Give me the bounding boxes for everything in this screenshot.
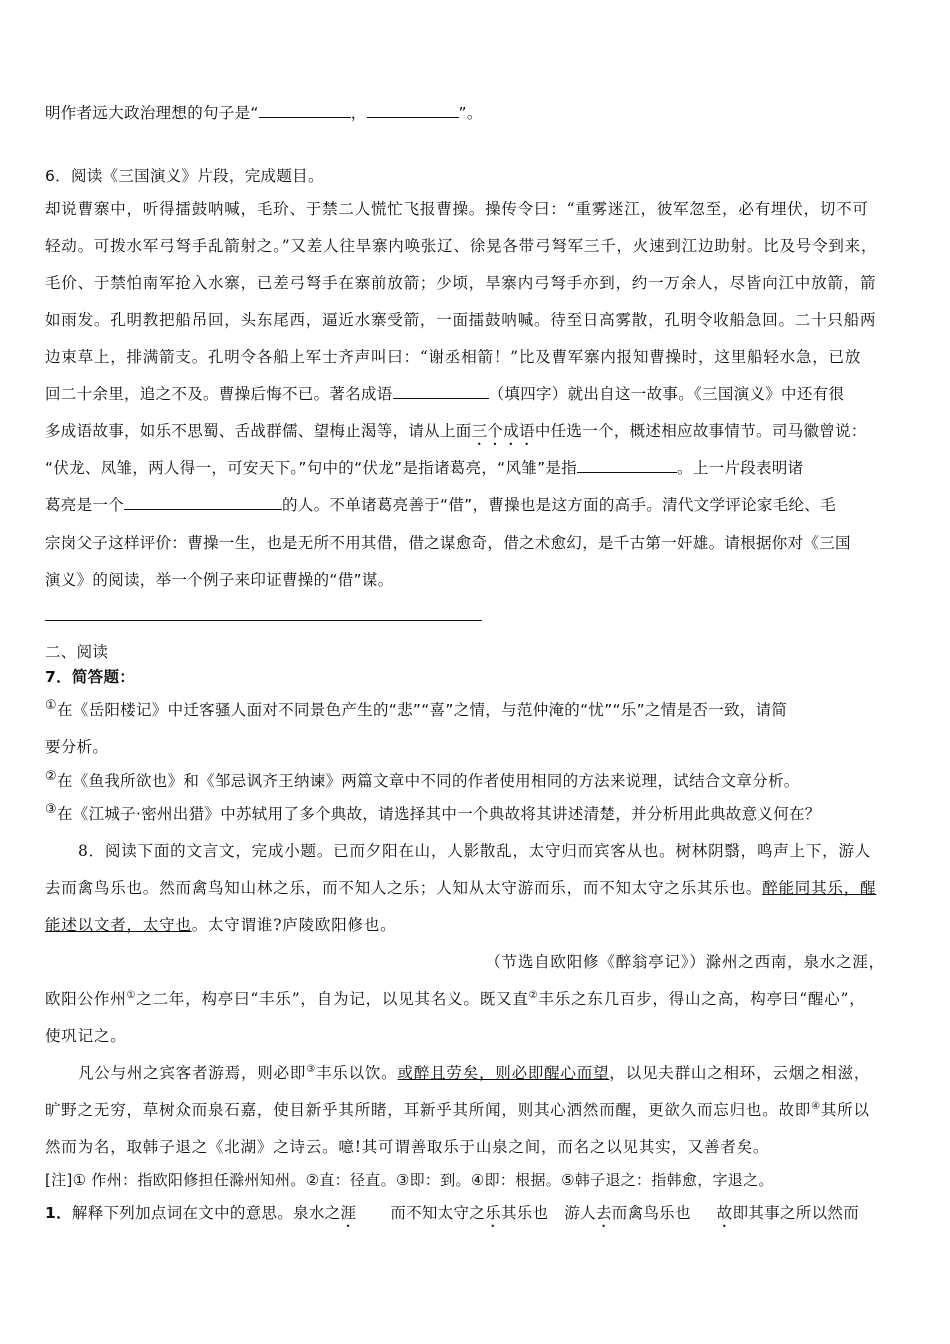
footnote-marker: ①	[126, 989, 137, 1001]
passage-line	[45, 421, 905, 449]
passage-line: 却说曹寨中，听得擂鼓呐喊，毛玠、于禁二人慌忙飞报曹操。操传令曰：“重雾迷江，彼军忽至，必有埋伏，切不可	[45, 200, 869, 218]
classical-line: 然而为名，取韩子退之《北湖》之诗云。噫!其可谓善取乐于山泉之间，而名之以见其实，又善者矣。	[45, 1138, 770, 1156]
classical-text: 旷野之无穷，草树众而泉石嘉，使目新乎其所睹，耳新乎其所闻，则其心洒然而醒，更欲久而忘归也。故即	[45, 1101, 812, 1119]
footnote-marker: ②	[528, 989, 539, 1001]
underlined-sentence: 能述以文者，太守也	[45, 916, 192, 934]
comma: ，	[350, 104, 367, 122]
classical-text: 之二年，构亭曰“丰乐”，自为记，以见其名义。既又直	[136, 990, 529, 1008]
passage-line: 边束草上，排满箭支。孔明令各船上军士齐声叫曰：“谢丞相箭！”比及曹军寨内报知曹操时，这里船轻水急，已放	[45, 348, 862, 366]
word-context: 游人	[564, 1204, 596, 1222]
underlined-sentence: 或醉且劳矣，则必即醒心而望	[397, 1064, 610, 1082]
word-context: 即其事之所以然而	[732, 1204, 859, 1222]
classical-line	[45, 878, 905, 898]
subquestion-text: 解释下列加点词在文中的意思。	[71, 1204, 294, 1222]
q7-item-3	[45, 801, 905, 824]
q7-item-2	[45, 768, 905, 791]
q7-heading: 7．简答题：	[45, 668, 136, 686]
q7-text: 在《鱼我所欲也》和《邹忌讽齐王纳谏》两篇文章中不同的作者使用相同的方法来说理，试结合文章分析。	[56, 772, 800, 790]
classical-text: 欧阳公作州	[45, 990, 127, 1008]
classical-text: ，以见夫群山之相环，云烟之相滋，	[609, 1064, 871, 1082]
classical-line	[78, 1063, 903, 1083]
classical-line: 使巩记之。	[45, 1027, 127, 1045]
q8-heading: 8．阅读下面的文言文，完成小题。已而夕阳在山，人影散乱，太守归而宾客从也。树林阴翳，鸣声上下，游人	[78, 842, 872, 860]
dotted-word: 涯	[340, 1204, 357, 1222]
zhuge-blank[interactable]	[124, 495, 282, 510]
classical-text: 其所以	[820, 1101, 870, 1119]
dotted-word: 故	[716, 1204, 733, 1222]
intro-text: 明作者远大政治理想的句子是“	[45, 104, 259, 122]
passage-text: 葛亮是一个	[45, 496, 125, 514]
dotted-word: 乐	[485, 1204, 501, 1222]
passage-text: 回二十余里，追之不及。曹操后悔不已。著名成语	[45, 385, 393, 403]
intro-line	[45, 103, 905, 123]
classical-text: 。太守谓谁?庐陵欧阳修也。	[191, 916, 397, 934]
circle-two-icon: ②	[45, 768, 57, 784]
passage-text: “伏龙、凤雏，两人得一，可安天下。”句中的“伏龙”是指诸葛亮，“风雏”是指	[45, 459, 578, 477]
q7-text: 在《岳阳楼记》中迁客骚人面对不同景色产生的“悲”“喜”之情，与范仲淹的“忧”“乐”之情是否一致，请简	[56, 701, 788, 719]
classical-text: 凡公与州之宾客者游焉，则必即	[78, 1064, 307, 1082]
intro-suffix: ”。	[458, 104, 483, 122]
passage-line: 毛价、于禁怕南军抢入水寨，已差弓弩手在寨前放箭；少顷，旱寨内弓弩手亦到，约一万余人，尽皆向江中放箭，箭	[45, 274, 877, 292]
passage-line	[45, 384, 905, 404]
word-context: 泉水之	[293, 1204, 341, 1222]
passage-line	[45, 458, 905, 478]
underlined-sentence: 醉能同其乐，醒	[762, 879, 877, 897]
footnote-line: [注]① 作州：指欧阳修担任滁州知州。②直：径直。③即：到。④即：根据。⑤韩子退之：指韩愈，字退之。	[45, 1171, 774, 1189]
classical-text: 去而禽鸟乐也。然而禽鸟知山林之乐，而不知人之乐；人知从太守游而乐，而不知太守之乐其乐也。	[45, 879, 763, 897]
passage-text: （填四字）就出自这一故事。《三国演义》中还有很	[488, 385, 845, 403]
section-heading: 二、阅读	[45, 643, 109, 661]
q6-heading: 6．阅读《三国演义》片段，完成题目。	[45, 167, 324, 185]
classical-text: 丰乐以饮。	[315, 1064, 398, 1082]
source-line: （节选自欧阳修《醉翁亭记》）滁州之西南，泉水之涯，	[485, 953, 885, 971]
passage-line: 宗岗父子这样评价：曹操一生，也是无所不用其借，借之谋愈奇，借之术愈幻，是千古第一奸雄。请根据你对《三国	[45, 534, 851, 552]
word-context: 而禽鸟乐也	[611, 1204, 691, 1222]
dotted-word: 去	[595, 1204, 612, 1222]
classical-line	[45, 989, 905, 1009]
fengchu-blank[interactable]	[577, 458, 677, 473]
footnote-marker: ③	[306, 1063, 316, 1075]
subquestion-1	[45, 1203, 905, 1231]
answer-blank[interactable]	[259, 103, 351, 118]
answer-line[interactable]	[45, 620, 482, 621]
circle-three-icon: ③	[45, 801, 57, 817]
classical-line	[45, 1100, 905, 1120]
passage-text: 的人。不单诸葛亮善于“借”，曹操也是这方面的高手。清代文学评论家毛纶、毛	[282, 496, 836, 514]
passage-line	[45, 495, 905, 515]
passage-text: 多成语故事，如乐不思蜀、舌战群儒、望梅止渴等，请从上面	[45, 422, 472, 440]
classical-text: 丰乐之东几百步，得山之高，构亭曰“醒心”，	[538, 990, 866, 1008]
passage-text: 中任选一个，概述相应故事情节。司马徽曾说：	[534, 422, 867, 440]
answer-blank[interactable]	[367, 103, 459, 118]
passage-line: 轻动。可拨水军弓弩手乱箭射之。”又差人往旱寨内唤张辽、徐晃各带弓弩军三千，火速到江边助射。比及号令到来，	[45, 237, 878, 255]
subquestion-number: 1．	[45, 1204, 72, 1222]
q7-item-1-cont: 要分析。	[45, 738, 109, 756]
passage-line: 如雨发。孔明教把船吊回，头东尾西，逼近水寨受箭，一面擂鼓呐喊。待至日高雾散，孔明令收船急回。二十只船两	[45, 311, 877, 329]
word-context: 其乐也	[500, 1204, 549, 1222]
emphasized-text: 三个成语	[471, 422, 535, 440]
passage-text: 。上一片段表明诸	[677, 459, 804, 477]
idiom-blank[interactable]	[393, 384, 489, 399]
footnote-marker: ④	[811, 1100, 821, 1112]
passage-line: 演义》的阅读，举一个例子来印证曹操的“借”谋。	[45, 571, 394, 589]
word-context: 而不知太守之	[390, 1204, 486, 1222]
classical-line	[45, 915, 905, 935]
q7-item-1	[45, 697, 905, 720]
q7-text: 在《江城子·密州出猎》中苏轼用了多个典故，请选择其中一个典故将其讲述清楚，并分析用此典故意义何在？	[56, 805, 821, 823]
circle-one-icon: ①	[45, 697, 57, 713]
